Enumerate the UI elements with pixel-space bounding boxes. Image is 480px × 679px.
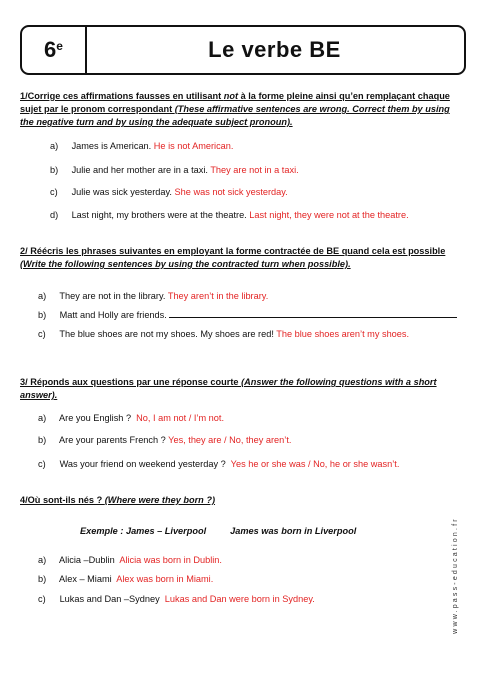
section-2-instruction: 2/ Réécris les phrases suivantes en employant la forme contractée de BE quand cela est possible <box>20 246 446 256</box>
item-text: Was your friend on weekend yesterday ? <box>59 459 226 469</box>
list-item <box>50 140 233 152</box>
example-prompt: Exemple : James – Liverpool <box>80 526 207 536</box>
item-text: Julie and her mother are in a taxi. <box>71 165 208 175</box>
item-text: James is American. <box>71 141 152 151</box>
item-label: c) <box>38 329 46 339</box>
worksheet-header <box>20 25 466 75</box>
section-4-instruction: 4/Où sont-ils nés ? <box>20 495 105 505</box>
page-title: Le verbe BE <box>208 37 341 62</box>
item-text: They are not in the library. <box>59 291 166 301</box>
list-item <box>38 573 213 585</box>
list-item <box>50 186 288 198</box>
list-item <box>38 412 224 424</box>
item-label: b) <box>50 165 59 175</box>
item-answer: Yes, they are / No, they aren’t. <box>168 435 292 445</box>
item-label: a) <box>38 291 47 301</box>
list-item <box>38 328 409 340</box>
item-label: a) <box>38 555 47 565</box>
item-label: b) <box>38 310 47 320</box>
item-answer: Lukas and Dan were born in Sydney. <box>164 594 315 604</box>
section-4-translation: (Where were they born ?) <box>104 495 216 505</box>
item-text: The blue shoes are not my shoes. My shoes are red! <box>59 329 274 339</box>
item-text: Matt and Holly are friends. <box>59 310 167 320</box>
item-label: c) <box>38 459 46 469</box>
item-label: c) <box>38 594 46 604</box>
list-item <box>38 309 457 321</box>
watermark-text: www.pass-education.fr <box>451 516 459 634</box>
section-3-instruction: 3/ Réponds aux questions par une réponse courte <box>20 377 242 387</box>
item-answer: No, I am not / I’m not. <box>136 413 224 423</box>
item-label: b) <box>38 435 47 445</box>
item-answer: They are not in a taxi. <box>210 165 299 175</box>
item-answer: She was not sick yesterday. <box>174 187 288 197</box>
section-1-translation: (These affirmative sentences are wrong. Correct them by using the negative turn and by using the adequate subject pronoun). <box>20 104 450 127</box>
section-2-heading <box>20 245 460 271</box>
item-answer: Yes he or she was / No, he or she wasn’t. <box>230 459 400 469</box>
section-1-instruction: 1/Corrige ces affirmations fausses en utilisant <box>20 91 224 101</box>
item-answer: Last night, they were not at the theatre. <box>249 210 409 220</box>
section-1-instruction-cont: à la forme pleine ainsi qu’en remplaçant chaque <box>238 91 450 101</box>
section-3-heading <box>20 376 460 402</box>
answer-blank-line[interactable] <box>169 309 457 318</box>
grade-level: 6 <box>44 37 57 62</box>
item-answer: Alicia was born in Dublin. <box>119 555 222 565</box>
section-3-translation: (Answer the following questions with a short answer). <box>20 377 437 400</box>
section-2-translation: (Write the following sentences by using the contracted turn when possible). <box>20 259 351 269</box>
item-answer: He is not American. <box>153 141 234 151</box>
site-watermark <box>448 505 462 645</box>
section-4-heading <box>20 494 460 507</box>
item-text: Lukas and Dan –Sydney <box>59 594 160 604</box>
item-label: a) <box>38 413 47 423</box>
list-item <box>50 164 299 176</box>
item-text: Last night, my brothers were at the theatre. <box>71 210 247 220</box>
item-label: d) <box>50 210 59 220</box>
item-text: Alex – Miami <box>59 574 112 584</box>
section-1-instruction-end: sujet par le pronom correspondant <box>20 104 175 114</box>
list-item <box>50 209 409 221</box>
item-text: Are your parents French ? <box>59 435 166 445</box>
item-answer: They aren’t in the library. <box>167 291 269 301</box>
item-answer: The blue shoes aren’t my shoes. <box>276 329 410 339</box>
item-label: b) <box>38 574 47 584</box>
list-item <box>38 434 291 446</box>
example-answer: James was born in Liverpool <box>230 526 357 536</box>
item-text: Alicia –Dublin <box>59 555 115 565</box>
item-text: Are you English ? <box>59 413 132 423</box>
list-item <box>38 458 399 470</box>
example-line <box>80 526 356 536</box>
section-1-keyword: not <box>223 91 239 101</box>
item-label: c) <box>50 187 58 197</box>
grade-superscript: e <box>56 39 63 53</box>
list-item <box>38 593 315 605</box>
item-answer: Alex was born in Miami. <box>116 574 214 584</box>
grade-box <box>22 27 87 73</box>
item-text: Julie was sick yesterday. <box>71 187 172 197</box>
list-item <box>38 554 222 566</box>
section-1-heading <box>20 90 460 129</box>
item-label: a) <box>50 141 59 151</box>
list-item <box>38 290 268 302</box>
